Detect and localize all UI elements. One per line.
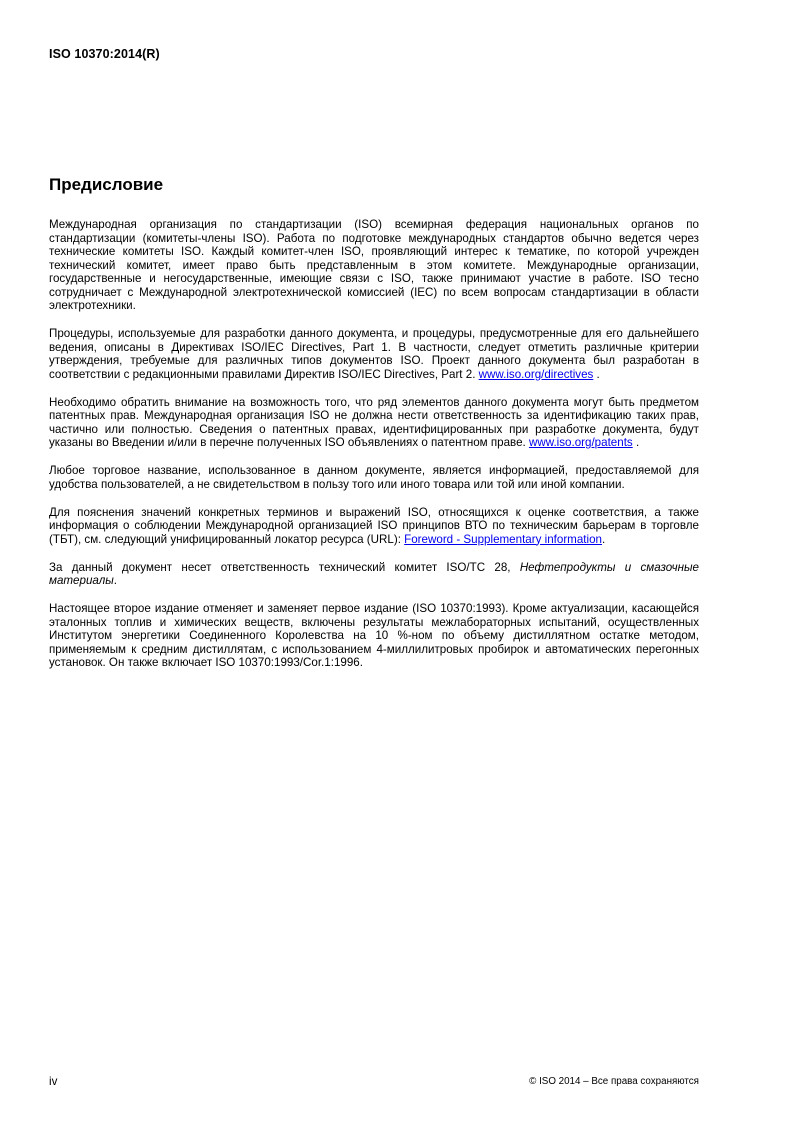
paragraph-conformity-tail: . [601, 532, 606, 546]
paragraph-committee-text: За данный документ несет ответственность технический комитет ISO/TC 28, [49, 560, 520, 574]
paragraph-committee-tail: . [113, 574, 118, 587]
paragraph-committee [49, 561, 699, 588]
page-number: iv [49, 1075, 58, 1088]
paragraph-procedures-text: Процедуры, используемые для разработки данного документа, и процедуры, предусмотренные для его дальнейшего ведения, описаны в Директивах ISO/IEC Directives, Part 1. В частности, следует отметить различные критерии утверждения, требуемые для различных типов документов ISO. Проект данного документа был разработан в соответствии с редакционными правилами Директив ISO/IEC Directives, Part 2. [49, 327, 699, 381]
directives-link[interactable]: www.iso.org/directives [478, 367, 594, 381]
paragraph-procedures [49, 327, 699, 381]
paragraph-patents [49, 396, 699, 450]
committee-name: Нефтепродукты и смазочные материалы [49, 560, 699, 587]
section-title: Предисловие [49, 175, 164, 194]
paragraph-conformity [49, 506, 699, 547]
paragraph-edition: Настоящее второе издание отменяет и заменяет первое издание (ISO 10370:1993). Кроме актуализации, касающейся эталонных топлив и химических веществ, включены результаты межлабораторных испытаний, осуществленных Институтом энергетики Соединенного Королевства на 10 %-ном по объему дистиллятном остатке методом, применяемым к средним дистиллятам, с использованием 4-миллилитровых пробирок и автоматических перегонных установок. Он также включает ISO 10370:1993/Cor.1:1996. [49, 602, 699, 669]
paragraph-trade-names: Любое торговое название, использованное в данном документе, является информацией, предоставляемой для удобства пользователей, а не свидетельством в пользу того или иного товара или той или иной компании. [49, 464, 699, 491]
paragraph-patents-tail: . [632, 436, 640, 449]
document-id-header: ISO 10370:2014(R) [49, 47, 160, 61]
paragraph-iso-overview: Международная организация по стандартизации (ISO) всемирная федерация национальных органов по стандартизации (комитеты-члены ISO). Работа по подготовке международных стандартов обычно ведется через технические комитеты ISO. Каждый комитет-член ISO, проявляющий интерес к тематике, по которой учрежден технический комитет, имеет право быть представленным в этом комитете. Международные организации, государственные и негосударственные, имеющие связи с ISO, также принимают участие в работе. ISO тесно сотрудничает с Международной электротехнической комиссией (IEC) по всем вопросам стандартизации в области электротехники. [49, 218, 699, 312]
patents-link[interactable]: www.iso.org/patents [528, 436, 633, 449]
paragraph-procedures-tail: . [593, 367, 600, 381]
copyright-notice: © ISO 2014 – Все права сохраняются [529, 1076, 699, 1087]
paragraph-conformity-text: Для пояснения значений конкретных терминов и выражений ISO, относящихся к оценке соответствия, а также информация о соблюдении Международной организацией ISO принципов ВТО по техническим барьерам в торговле (ТБТ), см. следующий унифицированный локатор ресурса (URL): [49, 505, 699, 546]
paragraph-patents-text: Необходимо обратить внимание на возможность того, что ряд элементов данного документа могут быть предметом патентных прав. Международная организация ISO не должна нести ответственность за идентификацию таких прав, частично или полностью. Сведения о патентных правах, идентифицированных при разработке документа, будут указаны во Введении и/или в перечне полученных ISO объявлениях о патентном праве. [49, 395, 699, 449]
foreword-content [49, 218, 699, 684]
supplementary-info-link[interactable]: Foreword - Supplementary information [404, 532, 602, 546]
